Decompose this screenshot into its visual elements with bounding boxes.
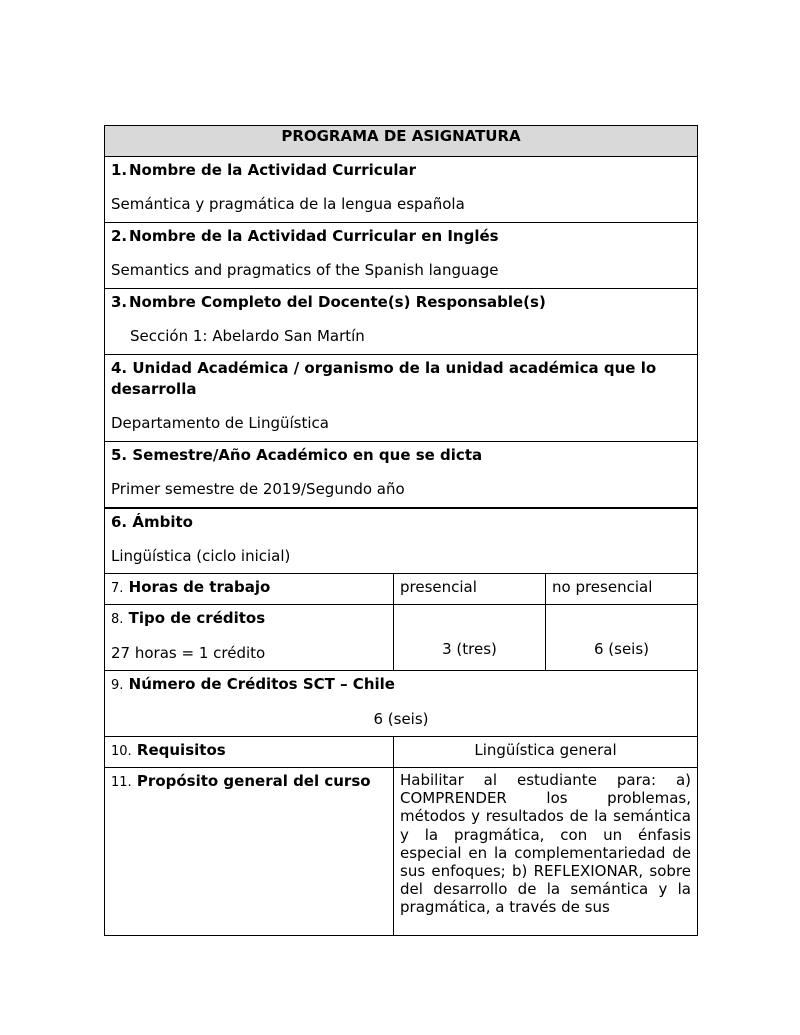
credits-presencial-value: 3 (tres): [442, 640, 497, 658]
section-2-row: [105, 223, 698, 289]
course-program-table: [104, 125, 698, 936]
hours-presencial-label: presencial: [400, 578, 477, 596]
section-9-row: [105, 671, 698, 737]
course-purpose-value: Habilitar al estudiante para: a) COMPRENDER los problemas, métodos y resultados de la semántica y la pragmática, con un énfasis especial en la complementariedad de sus enfoques; b) REFLEXIONAR, sobre del desarrollo de la semántica y la pragmática, a través de sus: [400, 771, 691, 917]
section-number: 5.: [111, 446, 128, 464]
section-3-row: [105, 289, 698, 355]
section-label: Nombre Completo del Docente(s) Responsable(s): [129, 293, 546, 311]
section-label: Nombre de la Actividad Curricular en Inglés: [129, 227, 499, 245]
requirements-value: Lingüística general: [474, 741, 617, 759]
section-label: Ámbito: [132, 512, 193, 531]
course-name-value: Semántica y pragmática de la lengua española: [111, 195, 465, 213]
section-label: Horas de trabajo: [128, 578, 271, 596]
instructor-value: Sección 1: Abelardo San Martín: [130, 327, 365, 345]
section-number: 10.: [111, 744, 132, 759]
section-1-row: [105, 157, 698, 223]
section-number: 8.: [111, 612, 124, 627]
section-7-row: [105, 574, 698, 605]
section-number: 4.: [111, 359, 128, 377]
section-label: Número de Créditos SCT – Chile: [128, 675, 395, 693]
semester-value: Primer semestre de 2019/Segundo año: [111, 480, 405, 498]
section-number: 6.: [111, 512, 128, 531]
section-number: 9.: [111, 678, 124, 693]
section-label: Semestre/Año Académico en que se dicta: [132, 446, 483, 464]
document-title: PROGRAMA DE ASIGNATURA: [105, 126, 698, 157]
academic-unit-value: Departamento de Lingüística: [111, 414, 329, 432]
section-number: 7.: [111, 581, 124, 596]
course-name-english-value: Semantics and pragmatics of the Spanish language: [111, 261, 499, 279]
section-8-row: [105, 605, 698, 671]
sct-credits-value: 6 (seis): [373, 710, 429, 728]
section-label: Nombre de la Actividad Curricular: [129, 161, 417, 179]
section-6-row: [105, 508, 698, 574]
section-number: 1.: [111, 161, 128, 179]
section-11-row: [105, 768, 698, 936]
section-10-row: [105, 737, 698, 768]
section-number: 11.: [111, 775, 132, 790]
credits-no-presencial-value: 6 (seis): [593, 640, 650, 658]
scope-value: Lingüística (ciclo inicial): [111, 546, 291, 565]
section-5-row: [105, 442, 698, 508]
section-label: Propósito general del curso: [136, 772, 371, 790]
credit-conversion-note: 27 horas = 1 crédito: [111, 644, 266, 662]
section-label: Tipo de créditos: [128, 609, 266, 627]
section-number: 3.: [111, 293, 128, 311]
section-number: 2.: [111, 227, 128, 245]
hours-no-presencial-label: no presencial: [552, 578, 653, 596]
section-label: Requisitos: [136, 741, 226, 759]
section-label: Unidad Académica / organismo de la unidad académica que lo desarrolla: [111, 359, 657, 398]
section-4-row: [105, 355, 698, 442]
